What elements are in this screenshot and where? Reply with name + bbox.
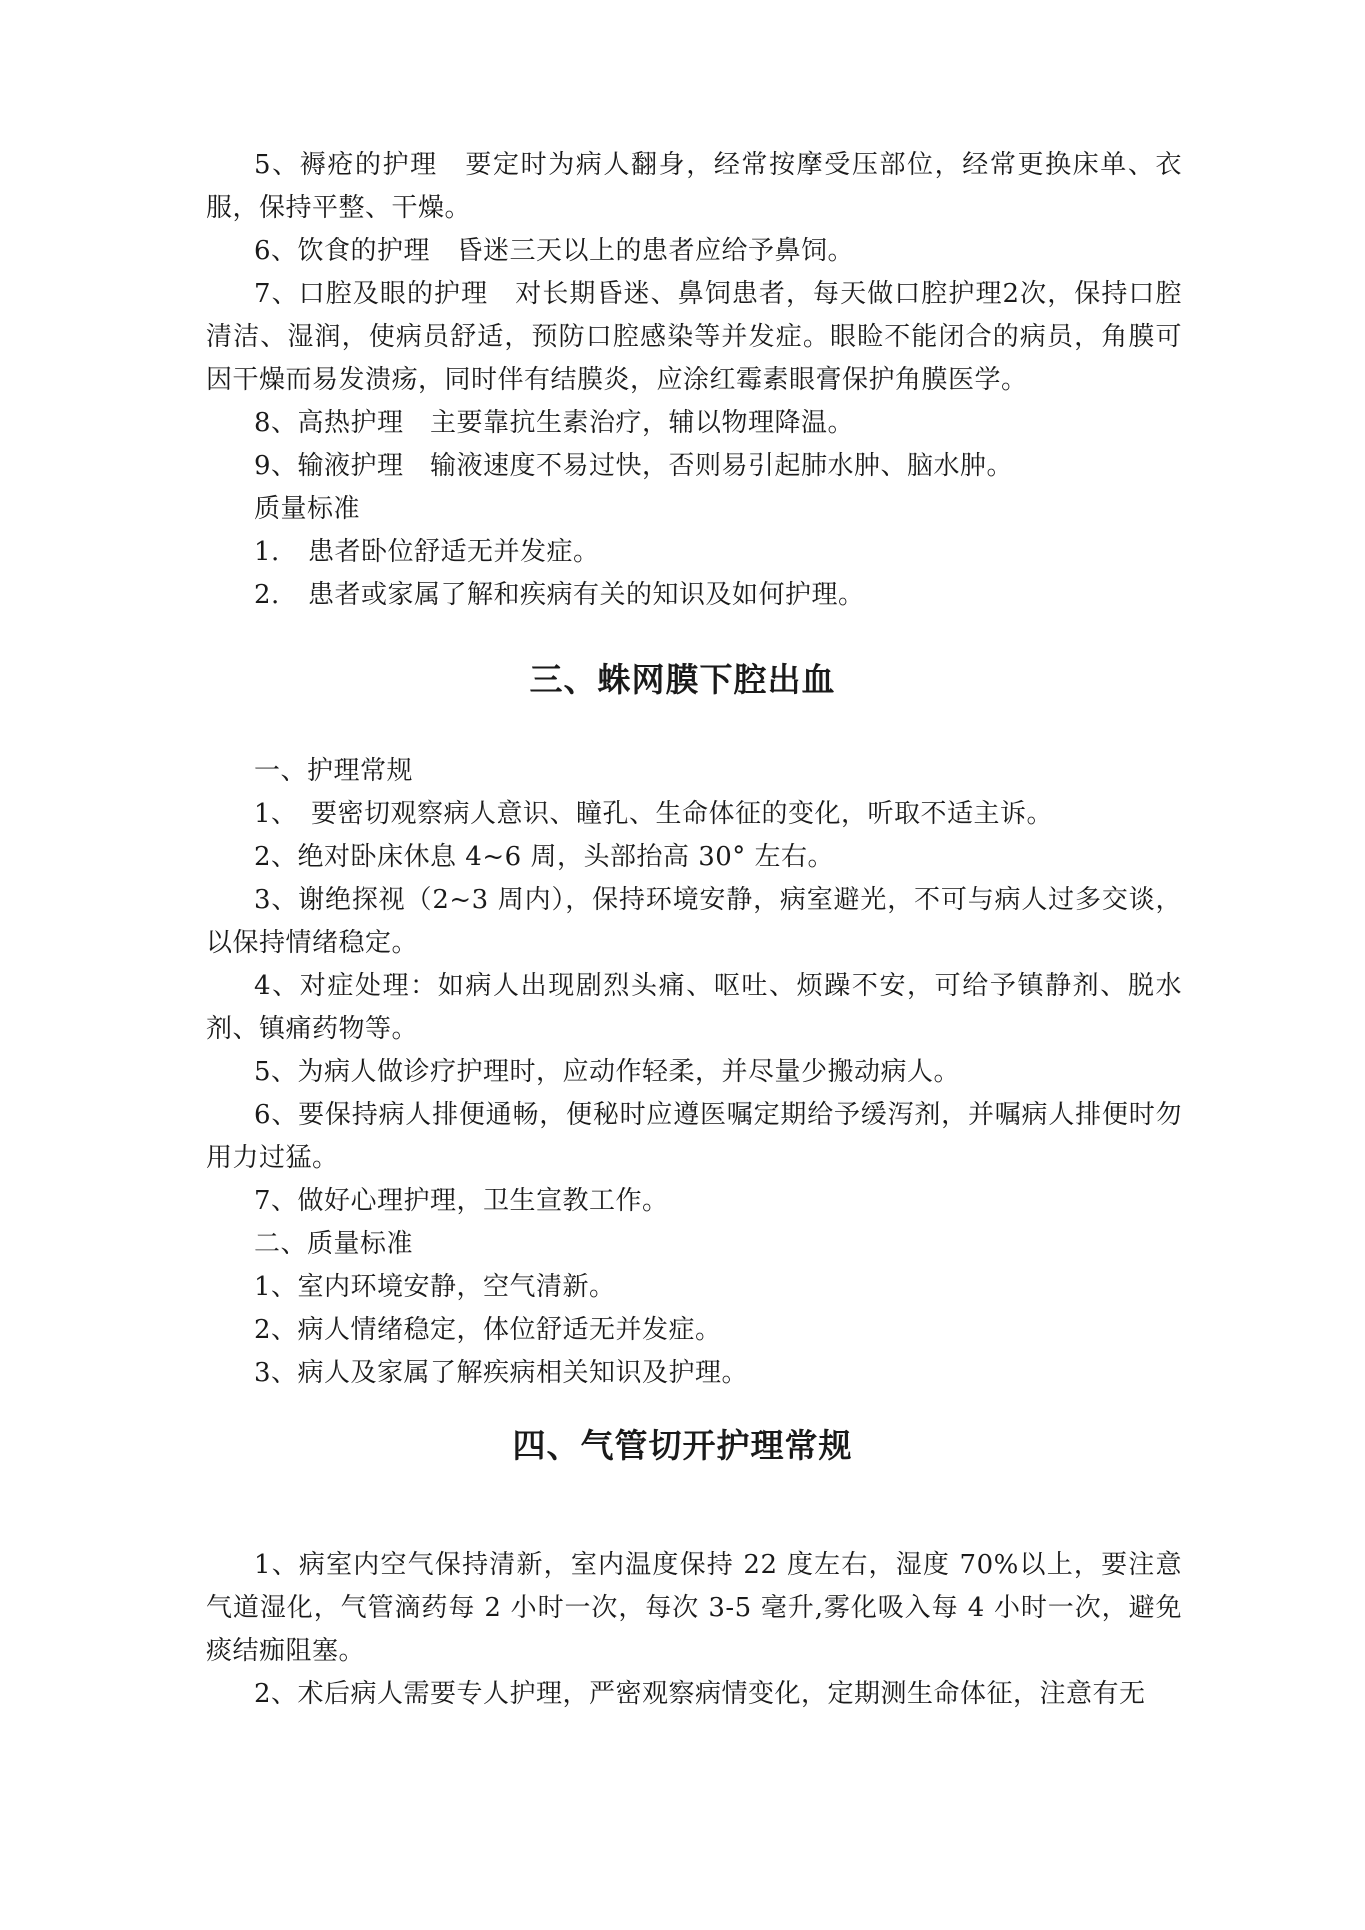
- paragraph-diet-care: 6、饮食的护理 昏迷三天以上的患者应给予鼻饲。: [254, 236, 855, 266]
- paragraph-oral-eye-care: 7、口腔及眼的护理 对长期昏迷、鼻饲患者，每天做口腔护理2次，保持口腔清洁、湿润，使病员舒适，预防口腔感染等并发症。眼睑不能闭合的病员，角膜可因干燥而易发溃疡，同时伴有结膜炎，应涂红霉素眼膏保护角膜医学。: [206, 279, 1182, 395]
- paragraph-quality-heading: 二、质量标准: [254, 1229, 414, 1259]
- tracheotomy-care-block: [206, 1544, 1182, 1716]
- paragraph-tracheotomy-2: 2、术后病人需要专人护理，严密观察病情变化，定期测生命体征，注意有无: [254, 1679, 1146, 1709]
- paragraph-routine-6: 6、要保持病人排便通畅，便秘时应遵医嘱定期给予缓泻剂，并嘱病人排便时勿用力过猛。: [206, 1100, 1182, 1173]
- quality-item-text: 患者卧位舒适无并发症。: [308, 537, 600, 567]
- paragraph-quality-standard-heading: 质量标准: [254, 494, 361, 524]
- paragraph-routine-heading: 一、护理常规: [254, 756, 414, 786]
- quality-item-number: 1.: [254, 537, 280, 567]
- paragraph-routine-5: 5、为病人做诊疗护理时，应动作轻柔，并尽量少搬动病人。: [254, 1057, 961, 1087]
- quality-item-1: [206, 531, 1182, 574]
- paragraph-infusion-care: 9、输液护理 输液速度不易过快，否则易引起肺水肿、脑水肿。: [254, 451, 1014, 481]
- paragraph-quality-2: 2、病人情绪稳定，体位舒适无并发症。: [254, 1315, 722, 1345]
- subarachnoid-hemorrhage-block: [206, 750, 1182, 1395]
- nursing-continuation-block: [206, 144, 1182, 617]
- section-title-subarachnoid-hemorrhage: 三、蛛网膜下腔出血: [529, 660, 836, 699]
- quality-item-text: 患者或家属了解和疾病有关的知识及如何护理。: [308, 580, 865, 610]
- paragraph-routine-1: 1、 要密切观察病人意识、瞳孔、生命体征的变化，听取不适主诉。: [254, 799, 1054, 829]
- paragraph-routine-7: 7、做好心理护理，卫生宣教工作。: [254, 1186, 669, 1216]
- paragraph-quality-1: 1、室内环境安静，空气清新。: [254, 1272, 616, 1302]
- quality-item-number: 2.: [254, 580, 280, 610]
- paragraph-bedsore-care: 5、褥疮的护理 要定时为病人翻身，经常按摩受压部位，经常更换床单、衣服，保持平整、干燥。: [206, 150, 1182, 223]
- section-title-tracheotomy-care: 四、气管切开护理常规: [512, 1426, 853, 1465]
- paragraph-routine-2: 2、绝对卧床休息 4~6 周，头部抬高 30° 左右。: [254, 842, 835, 872]
- quality-item-2: [206, 574, 1182, 617]
- paragraph-tracheotomy-1: 1、病室内空气保持清新，室内温度保持 22 度左右，湿度 70%以上，要注意气道湿化，气管滴药每 2 小时一次，每次 3-5 毫升,雾化吸入每 4 小时一次，避免痰结痂阻塞。: [206, 1550, 1182, 1666]
- paragraph-fever-care: 8、高热护理 主要靠抗生素治疗，辅以物理降温。: [254, 408, 855, 438]
- paragraph-quality-3: 3、病人及家属了解疾病相关知识及护理。: [254, 1358, 749, 1388]
- paragraph-routine-4: 4、对症处理：如病人出现剧烈头痛、呕吐、烦躁不安，可给予镇静剂、脱水剂、镇痛药物等。: [206, 971, 1182, 1044]
- paragraph-routine-3: 3、谢绝探视（2~3 周内），保持环境安静，病室避光，不可与病人过多交谈，以保持情绪稳定。: [206, 885, 1182, 958]
